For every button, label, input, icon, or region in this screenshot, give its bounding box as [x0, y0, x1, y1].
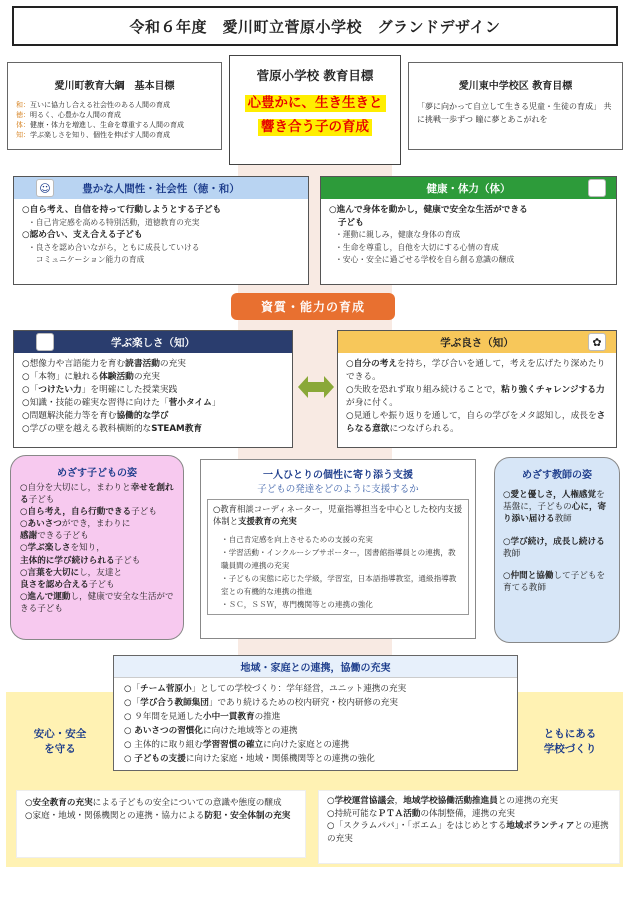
competency-banner: 資質・能力の育成: [231, 293, 395, 320]
east-goal-box: [408, 62, 623, 150]
support-heading: 一人ひとりの個性に寄り添う支援: [263, 470, 413, 481]
label-together-line1: ともにある: [543, 728, 597, 740]
list-sub-item: コミュニケーション能力の育成: [28, 255, 145, 264]
section-health-header: [321, 177, 616, 199]
ehime-line: [16, 100, 213, 110]
section-joy-title: 学ぶ楽しさ（知）: [111, 336, 195, 349]
list-item: ○認め合い、支え合える子ども: [22, 230, 143, 240]
list-item: ○持続可能なＰＴＡ活動の体制整備，連携の充実: [327, 808, 515, 819]
section-ideal-teacher: [494, 457, 620, 643]
list-item: ○自ら考え，自ら行動できる子ども: [20, 507, 157, 518]
section-value-of-learning: [337, 330, 617, 448]
section-value-header: [338, 331, 616, 353]
list-item: 主体的に学び続けられる子ども: [20, 555, 141, 566]
list-item: ○進んで運動し，健康で安全な生活ができる子ども: [20, 591, 174, 614]
list-item: ○学校運営協議会，地域学校協働活動推進員との連携の充実: [327, 796, 558, 806]
east-heading: 愛川東中学校区 教育目標: [458, 81, 573, 92]
section-community: [113, 655, 518, 771]
ehime-line: [16, 130, 213, 140]
list-item: ○ あいさつの習慣化に向けた地域等との連携: [124, 726, 298, 736]
section-health-title: 健康・体力（体）: [426, 182, 511, 195]
list-item: ○ 子どもの支援に向けた家庭・地域・関係機関等との連携の強化: [124, 754, 375, 764]
list-item: ○「つけたい力」を明確にした授業実践: [22, 385, 178, 395]
label-together-line2: 学校づくり: [543, 743, 597, 755]
list-item: ○進んで身体を動かし，健康で安全な生活ができる: [329, 205, 528, 215]
ehime-line: [16, 120, 213, 130]
list-item: 子ども: [329, 217, 364, 228]
list-item: ○安全教育の充実による子どもの安全についての意識や態度の醸成: [25, 798, 282, 808]
school-goal-box: [229, 55, 401, 165]
list-item: ○家庭・地域・関係機関との連携・協力による防犯・安全体制の充実: [25, 810, 291, 821]
list-item: ○「スクラムパパ」・「ポエム」をはじめとする地域ボランティアとの連携の充実: [327, 821, 609, 844]
label-safety-line1: 安心・安全: [33, 728, 87, 740]
section-joy-header: [14, 331, 292, 353]
list-item: ○自分を大切にし，まわりと幸せを創れる子ども: [20, 483, 174, 506]
list-item: ○失敗を恐れず取り組み続けることで，粘り強くチャレンジする力が身に付く。: [346, 385, 605, 408]
school-goal-heading: 菅原小学校 教育目標: [256, 68, 374, 83]
ehime-goals-box: [7, 62, 222, 150]
section-value-title: 学ぶ良さ（知）: [440, 336, 514, 349]
list-sub-item: ・良さを認め合いながら，ともに成長していける: [28, 242, 200, 252]
list-item: ○知識・技能の確実な習得に向けた「菅小タイム」: [22, 398, 221, 408]
ehime-text: 健康・体力を増進し、生命を尊重する人間の育成: [30, 121, 184, 129]
double-arrow-icon: [298, 372, 334, 402]
section-safety: [16, 790, 306, 858]
list-sub-item: ・安心・安全に過ごせる学校を自ら創る意識の醸成: [335, 255, 515, 264]
list-sub-item: ・運動に親しみ，健康な身体の育成: [335, 230, 461, 239]
wizard-icon: ✦: [36, 333, 54, 351]
label-safety-line2: を守る: [44, 743, 76, 755]
ideal-teacher-heading: めざす教師の姿: [522, 470, 592, 481]
list-item: ○学び続け，成長し続ける教師: [503, 536, 605, 559]
section-ideal-child: [10, 455, 184, 640]
ehime-key: 徳：: [16, 111, 30, 119]
community-header: 地域・家庭との連携，協働の充実: [114, 656, 517, 678]
list-item: 感謝できる子ども: [20, 531, 89, 542]
list-item: ○見通しや振り返りを通して，自らの学びをメタ認知し，成長をさらなる意欲につなげられる。: [346, 411, 606, 434]
section-health: [320, 176, 617, 285]
list-sub-item: ・学習活動・インクルーシブサポーター，図書館指導員との連携，教職員間の連携の充実: [221, 548, 456, 570]
list-item: ○自分の考えを持ち，学び合いを通して，考えを広げたり深めたりできる。: [346, 359, 606, 382]
ehime-text: 互いに協力し合える社会性のある人間の育成: [30, 101, 170, 109]
character-icon: ☻: [588, 179, 606, 197]
list-item: ○学びの壁を越える教科横断的なSTEAM教育: [22, 424, 203, 434]
support-box: [207, 499, 469, 615]
list-sub-item: ・自己肯定感を高める特別活動，道徳教育の充実: [28, 217, 200, 227]
ehime-key: 体：: [16, 121, 30, 129]
ehime-heading: 愛川町教育大綱 基本目標: [54, 81, 175, 92]
label-safety: [20, 727, 100, 757]
list-item: ○想像力や言語能力を育む読書活動の充実: [22, 359, 186, 369]
section-humanity-title: 豊かな人間性・社会性（徳・和）: [82, 182, 240, 195]
ehime-key: 和：: [16, 101, 30, 109]
list-sub-item: ・子どもの実態に応じた学級，学習室，日本語指導教室，通級指導教室との有機的な連携の推進: [221, 574, 457, 596]
section-humanity-header: [14, 177, 308, 199]
list-sub-item: ・ＳＣ，ＳＳＷ，専門機関等との連携の強化: [221, 600, 373, 609]
list-item: ○「本物」に触れる体験活動の充実: [22, 372, 160, 382]
girl-icon: ☺: [36, 179, 54, 197]
support-subheading: 子どもの発達をどのように支援するか: [257, 484, 419, 495]
list-item: ○自ら考え、自信を持って行動しようとする子ども: [22, 205, 222, 215]
school-goal-line2: 響き合う子の育成: [258, 119, 372, 136]
list-item: ○学ぶ楽しさを知り，: [20, 543, 105, 554]
flower-icon: ✿: [588, 333, 606, 351]
support-main: ○教育相談コーディネーター，児童指導担当を中心とした校内支援体制と支援教育の充実: [213, 504, 463, 526]
school-goal-line1: 心豊かに、生き生きと: [245, 95, 386, 112]
list-item: ○愛と優しさ，人権感覚を基盤に，子どもの心に，寄り添い届ける教師: [503, 490, 607, 525]
list-item: ○仲間と協働して子どもを育てる教師: [503, 571, 606, 594]
ehime-text: 学ぶ楽しさを知り、個性を伸ばす人間の育成: [30, 131, 170, 139]
list-item: ○問題解決能力等を育む協働的な学び: [22, 411, 169, 421]
list-item: ○言葉を大切にし，友達と: [20, 567, 123, 578]
section-individual-support: [200, 459, 476, 639]
section-joy-of-learning: [13, 330, 293, 448]
section-humanity: [13, 176, 309, 285]
list-sub-item: ・生命を尊重し，自他を大切にする心情の育成: [335, 242, 499, 252]
list-sub-item: ・自己肯定感を向上させるための支援の充実: [221, 535, 373, 544]
ehime-key: 知：: [16, 131, 30, 139]
list-item: ○ ９年間を見通した小中一貫教育の推進: [124, 712, 281, 722]
ehime-line: [16, 110, 213, 120]
ehime-text: 明るく、心豊かな人間の育成: [30, 111, 121, 119]
list-item: ○「チーム菅原小」としての学校づくり：学年経営，ユニット連携の充実: [124, 684, 407, 694]
section-together: [318, 790, 620, 864]
label-together: [525, 727, 615, 757]
list-item: 良さを認め合える子ども: [20, 579, 115, 590]
list-item: ○「学び合う教師集団」であり続けるための校内研究・校内研修の充実: [124, 698, 398, 708]
list-item: ○あいさつができ，まわりに: [20, 519, 131, 530]
page-title: 令和６年度 愛川町立菅原小学校 グランドデザイン: [12, 6, 618, 46]
list-item: ○ 主体的に取り組む学習習慣の確立に向けた家庭との連携: [124, 740, 350, 750]
east-text: 「夢に向かって自立して生きる児童・生徒の育成」 共に挑戦一歩ずつ 瞳に夢とあこがれを: [417, 102, 612, 124]
ideal-child-heading: めざす子どもの姿: [57, 468, 137, 479]
